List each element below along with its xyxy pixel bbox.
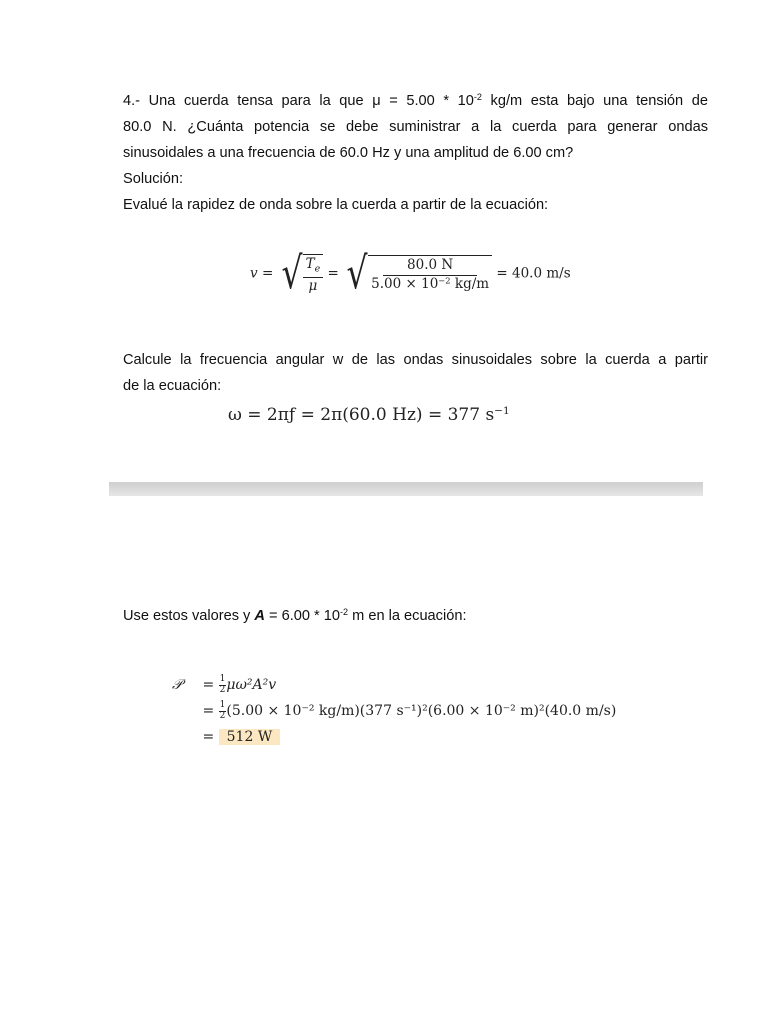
eq1-equals: = (261, 265, 274, 282)
eq1-result: = 40.0 m/s (496, 265, 571, 282)
eq1-sqrt-2: √ $\frac{80.0 N}{5.00 \times 10^{-2} kg/m}$ (343, 252, 492, 296)
eq1-sqrt-1: √ $\frac{T_e}{\mu}$ (278, 252, 324, 296)
problem-line-1: 4.- Una cuerda tensa para la que $\mu = 5.00 * 10^{-2}$ kg/m esta bajo una tensión de (123, 92, 708, 109)
power-result-highlight: 512 W (219, 729, 281, 745)
angular-frequency-text (123, 347, 708, 399)
power-line-1: 𝒫 = $\frac{1}{2}$ μω²A²v (172, 674, 277, 695)
evaluate-instruction: Evalué la rapidez de onda sobre la cuerda a partir de la ecuación: (123, 197, 549, 213)
equation-power (172, 672, 616, 750)
equation-angular-frequency: ω = 2πƒ = 2π(60.0 Hz) = 377 $s^{-1}$ (228, 405, 510, 425)
values-instruction: Use estos valores y $A = 6.00 * 10^{-2}$ m en la ecuación: (123, 607, 467, 624)
problem-line-2: 80.0 N. ¿Cuánta potencia se debe suministrar a la cuerda para generar ondas (123, 119, 708, 135)
power-line-2: = $\frac{1}{2}$ (5.00 × 10⁻² kg/m)(377 s⁻¹)²(6.00 × 10⁻² m)²(40.0 m/s) (202, 700, 617, 721)
eq1-v: v (250, 265, 258, 282)
power-line-3: = 512 W (172, 724, 616, 750)
para2-line-1: Calcule la frecuencia angular w de las ondas sinusoidales sobre la cuerda a partir (123, 352, 708, 368)
problem-line-3: sinusoidales a una frecuencia de 60.0 Hz y una amplitud de 6.00 cm? (123, 145, 574, 161)
para2-line-2: de la ecuación: (123, 378, 222, 394)
equation-wave-speed (250, 248, 571, 299)
eq1-equals-2: = (327, 265, 339, 282)
solution-label: Solución: (123, 171, 184, 187)
page-divider (109, 482, 703, 496)
problem-statement (123, 88, 708, 218)
